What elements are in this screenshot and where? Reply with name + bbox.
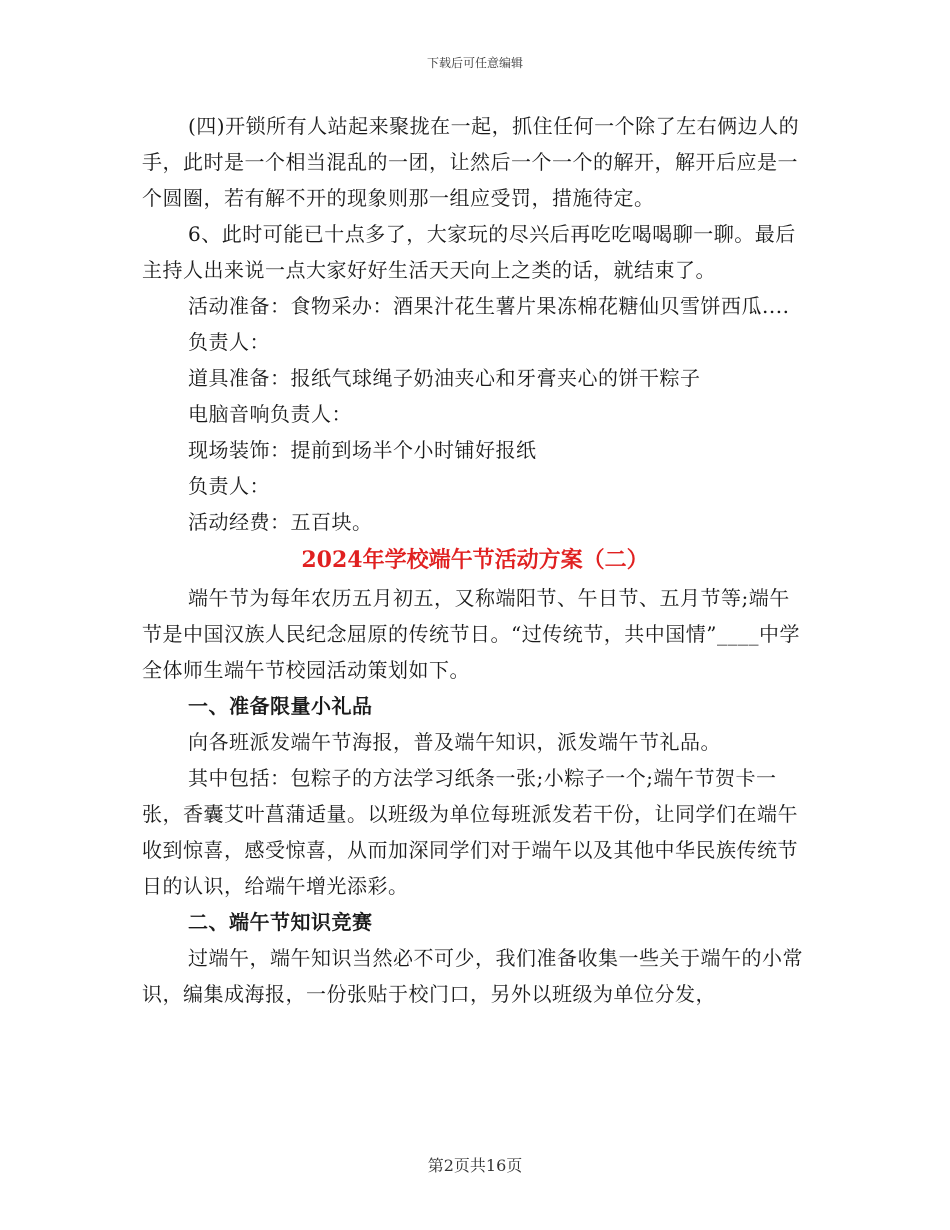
paragraph-props-preparation: 道具准备：报纸气球绳子奶油夹心和牙膏夹心的饼干粽子 xyxy=(188,366,701,390)
paragraph-person-in-charge-2: 负责人： xyxy=(188,474,270,498)
section-title: 2024年学校端午节活动方案（二） xyxy=(301,547,649,573)
paragraph-distribute-posters: 向各班派发端午节海报，普及端午知识，派发端午节礼品。 xyxy=(188,730,721,754)
document-body xyxy=(142,108,808,1012)
paragraph-ending: 6、此时可能已十点多了，大家玩的尽兴后再吃吃喝喝聊一聊。最后主持人出来说一点大家好好生活天天向上之类的话，就结束了。 xyxy=(142,222,796,282)
paragraph-activity-budget: 活动经费：五百块。 xyxy=(188,510,373,534)
paragraph-gift-contents: 其中包括：包粽子的方法学习纸条一张;小粽子一个;端午节贺卡一张，香囊艾叶菖蒲适量。以班级为单位每班派发若干份，让同学们在端午收到惊喜，感受惊喜，从而加深同学们对于端午以及其他中华民族传统节日的认识，给端午增光添彩。 xyxy=(142,766,798,898)
paragraph-person-in-charge-1: 负责人： xyxy=(188,330,270,354)
paragraph-unlock-game: (四)开锁所有人站起来聚拢在一起，抓住任何一个除了左右俩边人的手，此时是一个相当混乱的一团，让然后一个一个的解开，解开后应是一个圆圈，若有解不开的现象则那一组应受罚，措施待定。 xyxy=(142,114,800,210)
paragraph-venue-decoration: 现场装饰：提前到场半个小时铺好报纸 xyxy=(188,438,537,462)
heading-prepare-gifts: 一、准备限量小礼品 xyxy=(188,694,373,718)
page-footer: 第2页共16页 xyxy=(427,1156,523,1175)
paragraph-introduction: 端午节为每年农历五月初五，又称端阳节、午日节、五月节等;端午节是中国汉族人民纪念屈原的传统节日。“过传统节，共中国情”____中学全体师生端午节校园活动策划如下。 xyxy=(142,586,800,682)
heading-knowledge-contest: 二、端午节知识竞赛 xyxy=(188,910,373,934)
paragraph-audio-person-in-charge: 电脑音响负责人： xyxy=(188,402,352,426)
paragraph-knowledge-contest: 过端午，端午知识当然必不可少，我们准备收集一些关于端午的小常识，编集成海报，一份张贴于校门口，另外以班级为单位分发， xyxy=(142,946,803,1006)
header-note: 下载后可任意编辑 xyxy=(426,56,523,70)
paragraph-food-preparation: 活动准备：食物采办：酒果汁花生薯片果冻棉花糖仙贝雪饼西瓜.... xyxy=(188,294,790,318)
